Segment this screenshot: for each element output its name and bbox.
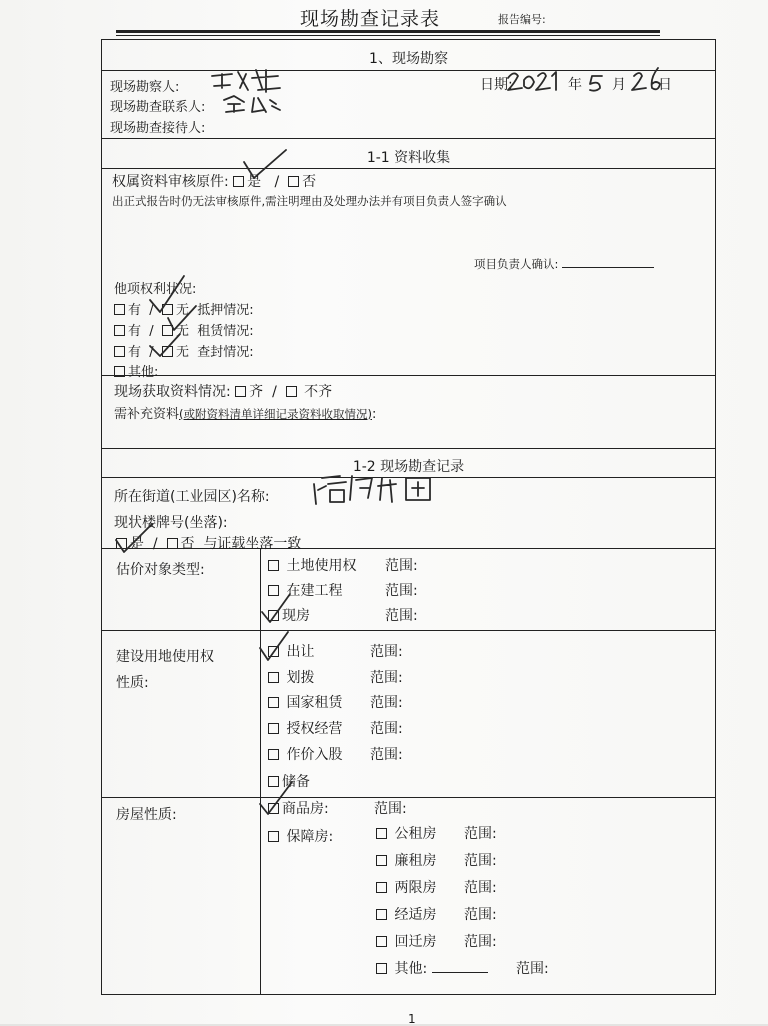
authorized-checkbox[interactable] — [268, 723, 279, 734]
affordable-row — [268, 826, 333, 846]
ownership-yes-label: 是 — [247, 174, 262, 190]
lease-row — [114, 320, 254, 339]
affordable-label: 保障房: — [286, 829, 334, 845]
mortgage-has-checkbox[interactable] — [114, 304, 125, 315]
complete-label: 齐 — [249, 384, 264, 400]
house-other-checkbox[interactable] — [376, 963, 387, 974]
land-use-label-1: 建设用地使用权 — [116, 649, 214, 665]
scope-label: 范围: — [370, 721, 403, 737]
document-title: 现场勘查记录表 — [300, 8, 441, 30]
row-divider — [102, 168, 715, 169]
report-number-label: 报告编号: — [498, 13, 546, 26]
house-other-field[interactable] — [432, 972, 488, 973]
survey-form-table — [101, 39, 716, 995]
land-right-checkbox[interactable] — [268, 560, 279, 571]
column-divider — [260, 548, 261, 994]
seizure-row — [114, 341, 254, 360]
ownership-check-row — [112, 171, 316, 191]
low-rent-row — [376, 850, 436, 870]
scope-label: 范围: — [464, 934, 497, 950]
scope-label: 范围: — [464, 826, 497, 842]
reserve-checkbox[interactable] — [268, 776, 279, 787]
seizure-has-checkbox[interactable] — [114, 346, 125, 357]
commercial-row — [268, 798, 329, 818]
match-no-label: 否 — [180, 536, 195, 552]
colon: : — [372, 407, 377, 422]
scope-label: 范围: — [385, 583, 418, 599]
lease-label: 租赁情况: — [197, 324, 254, 339]
equity-label: 作价入股 — [286, 747, 343, 763]
land-use-reserve — [268, 771, 310, 791]
inspector-label: 现场勘察人: — [110, 80, 180, 95]
pm-signature-field[interactable] — [562, 267, 654, 268]
authorized-label: 授权经营 — [286, 721, 343, 737]
incomplete-label: 不齐 — [304, 384, 333, 400]
scope-label: 范围: — [516, 961, 549, 977]
mortgage-label: 抵押情况: — [197, 303, 254, 318]
supplement-note: (或附资料清单详细记录资料收取情况) — [179, 407, 372, 421]
seizure-label: 查封情况: — [197, 345, 254, 360]
scope-label: 范围: — [385, 558, 418, 574]
land-right-label: 土地使用权 — [286, 558, 357, 574]
contact-label: 现场勘查联系人: — [110, 100, 206, 115]
onsite-data-row — [114, 381, 332, 401]
low-rent-checkbox[interactable] — [376, 855, 387, 866]
other-rights-other-row — [114, 361, 158, 380]
onsite-incomplete-checkbox[interactable] — [286, 386, 297, 397]
other-label: 其他: — [128, 365, 159, 380]
year-char: 年 — [568, 77, 582, 93]
plate-label: 现状楼牌号(坐落): — [114, 515, 228, 531]
row-divider — [102, 630, 715, 631]
valuation-type-label: 估价对象类型: — [116, 562, 205, 578]
construction-label: 在建工程 — [286, 583, 343, 599]
land-use-allocation — [268, 667, 314, 687]
land-use-authorized — [268, 718, 342, 738]
row-divider — [102, 448, 715, 449]
has-label: 有 — [128, 303, 142, 318]
day-char: 日 — [658, 77, 672, 93]
price-limited-checkbox[interactable] — [376, 882, 387, 893]
slash-separator: / — [274, 174, 280, 190]
title-rule — [116, 30, 660, 33]
ownership-label: 权属资料审核原件: — [112, 174, 229, 190]
slash-separator: / — [272, 384, 277, 400]
other-rights-other-checkbox[interactable] — [114, 366, 125, 377]
month-char: 月 — [612, 77, 626, 93]
none-label: 无 — [175, 303, 189, 318]
price-limited-row — [376, 877, 436, 897]
scope-label: 范围: — [370, 670, 403, 686]
commercial-label: 商品房: — [282, 801, 329, 817]
lease-none-checkbox[interactable] — [162, 325, 173, 336]
resettlement-label: 回迁房 — [394, 934, 437, 950]
grant-checkbox[interactable] — [268, 646, 279, 657]
valuation-item-land — [268, 555, 356, 575]
house-nature-label: 房屋性质: — [116, 807, 177, 823]
slash-separator: / — [149, 303, 154, 318]
seizure-none-checkbox[interactable] — [162, 346, 173, 357]
ownership-note: 出正式报告时仍无法审核原件,需注明理由及处理办法并有项目负责人签字确认 — [112, 194, 507, 208]
existing-house-checkbox[interactable] — [268, 610, 279, 621]
match-no-checkbox[interactable] — [167, 538, 178, 549]
valuation-item-construction — [268, 580, 342, 600]
economic-row — [376, 904, 436, 924]
page-number: 1 — [408, 1012, 416, 1026]
allocation-checkbox[interactable] — [268, 672, 279, 683]
slash-separator: / — [152, 536, 158, 552]
scope-label: 范围: — [464, 880, 497, 896]
row-divider — [102, 797, 715, 798]
section-heading-site-record: 1-2 现场勘查记录 — [352, 459, 465, 475]
row-divider — [102, 70, 715, 71]
house-other-label: 其他: — [394, 961, 428, 977]
reserve-label: 储备 — [282, 774, 310, 790]
allocation-label: 划拨 — [286, 670, 315, 686]
price-limited-label: 两限房 — [394, 880, 437, 896]
address-match-row — [116, 533, 301, 553]
low-rent-label: 廉租房 — [394, 853, 437, 869]
mortgage-none-checkbox[interactable] — [162, 304, 173, 315]
economic-label: 经适房 — [394, 907, 437, 923]
house-other-row — [376, 958, 488, 978]
supplement-label: 需补充资料 — [114, 407, 180, 422]
ownership-no-checkbox[interactable] — [288, 176, 299, 187]
street-label: 所在街道(工业园区)名称: — [114, 489, 270, 505]
has-label: 有 — [128, 324, 142, 339]
onsite-complete-checkbox[interactable] — [235, 386, 246, 397]
public-rental-row — [376, 823, 436, 843]
scope-label: 范围: — [370, 747, 403, 763]
slash-separator: / — [149, 345, 154, 360]
public-rental-checkbox[interactable] — [376, 828, 387, 839]
existing-house-label: 现房 — [282, 608, 310, 624]
construction-checkbox[interactable] — [268, 585, 279, 596]
ownership-yes-checkbox[interactable] — [233, 176, 244, 187]
scope-label: 范围: — [464, 907, 497, 923]
scope-label: 范围: — [370, 695, 403, 711]
row-divider — [102, 375, 715, 376]
scope-label: 范围: — [370, 644, 403, 660]
row-divider — [102, 138, 715, 139]
slash-separator: / — [149, 324, 154, 339]
title-rule-thin — [116, 35, 660, 36]
grant-label: 出让 — [286, 644, 315, 660]
other-rights-label: 他项权利状况: — [114, 282, 197, 297]
affordable-checkbox[interactable] — [268, 831, 279, 842]
pm-confirm-row — [474, 256, 654, 272]
section-heading-data-collection: 1-1 资料收集 — [366, 150, 451, 166]
scope-label: 范围: — [374, 801, 407, 817]
ownership-no-label: 否 — [302, 174, 317, 190]
match-yes-label: 是 — [130, 536, 144, 552]
none-label: 无 — [175, 345, 189, 360]
mortgage-row — [114, 299, 254, 318]
resettlement-row — [376, 931, 436, 951]
land-use-grant — [268, 641, 314, 661]
onsite-label: 现场获取资料情况: — [114, 384, 231, 400]
commercial-checkbox[interactable] — [268, 803, 279, 814]
land-use-lease — [268, 692, 342, 712]
state-lease-label: 国家租赁 — [286, 695, 343, 711]
resettlement-checkbox[interactable] — [376, 936, 387, 947]
none-label: 无 — [175, 324, 189, 339]
pm-confirm-label: 项目负责人确认: — [474, 257, 559, 271]
lease-has-checkbox[interactable] — [114, 325, 125, 336]
match-text: 与证载坐落一致 — [203, 536, 302, 552]
receiver-label: 现场勘查接待人: — [110, 121, 206, 136]
scope-label: 范围: — [464, 853, 497, 869]
section-heading-survey: 1、现场勘察 — [369, 51, 448, 67]
equity-checkbox[interactable] — [268, 749, 279, 760]
land-use-equity — [268, 744, 342, 764]
valuation-item-existing — [268, 605, 310, 625]
match-yes-checkbox[interactable] — [116, 538, 127, 549]
economic-checkbox[interactable] — [376, 909, 387, 920]
public-rental-label: 公租房 — [394, 826, 437, 842]
scope-label: 范围: — [385, 608, 418, 624]
date-label: 日期: — [480, 77, 513, 93]
state-lease-checkbox[interactable] — [268, 697, 279, 708]
land-use-label-2: 性质: — [116, 675, 149, 691]
supplement-row — [114, 403, 376, 422]
row-divider — [102, 477, 715, 478]
has-label: 有 — [128, 345, 142, 360]
